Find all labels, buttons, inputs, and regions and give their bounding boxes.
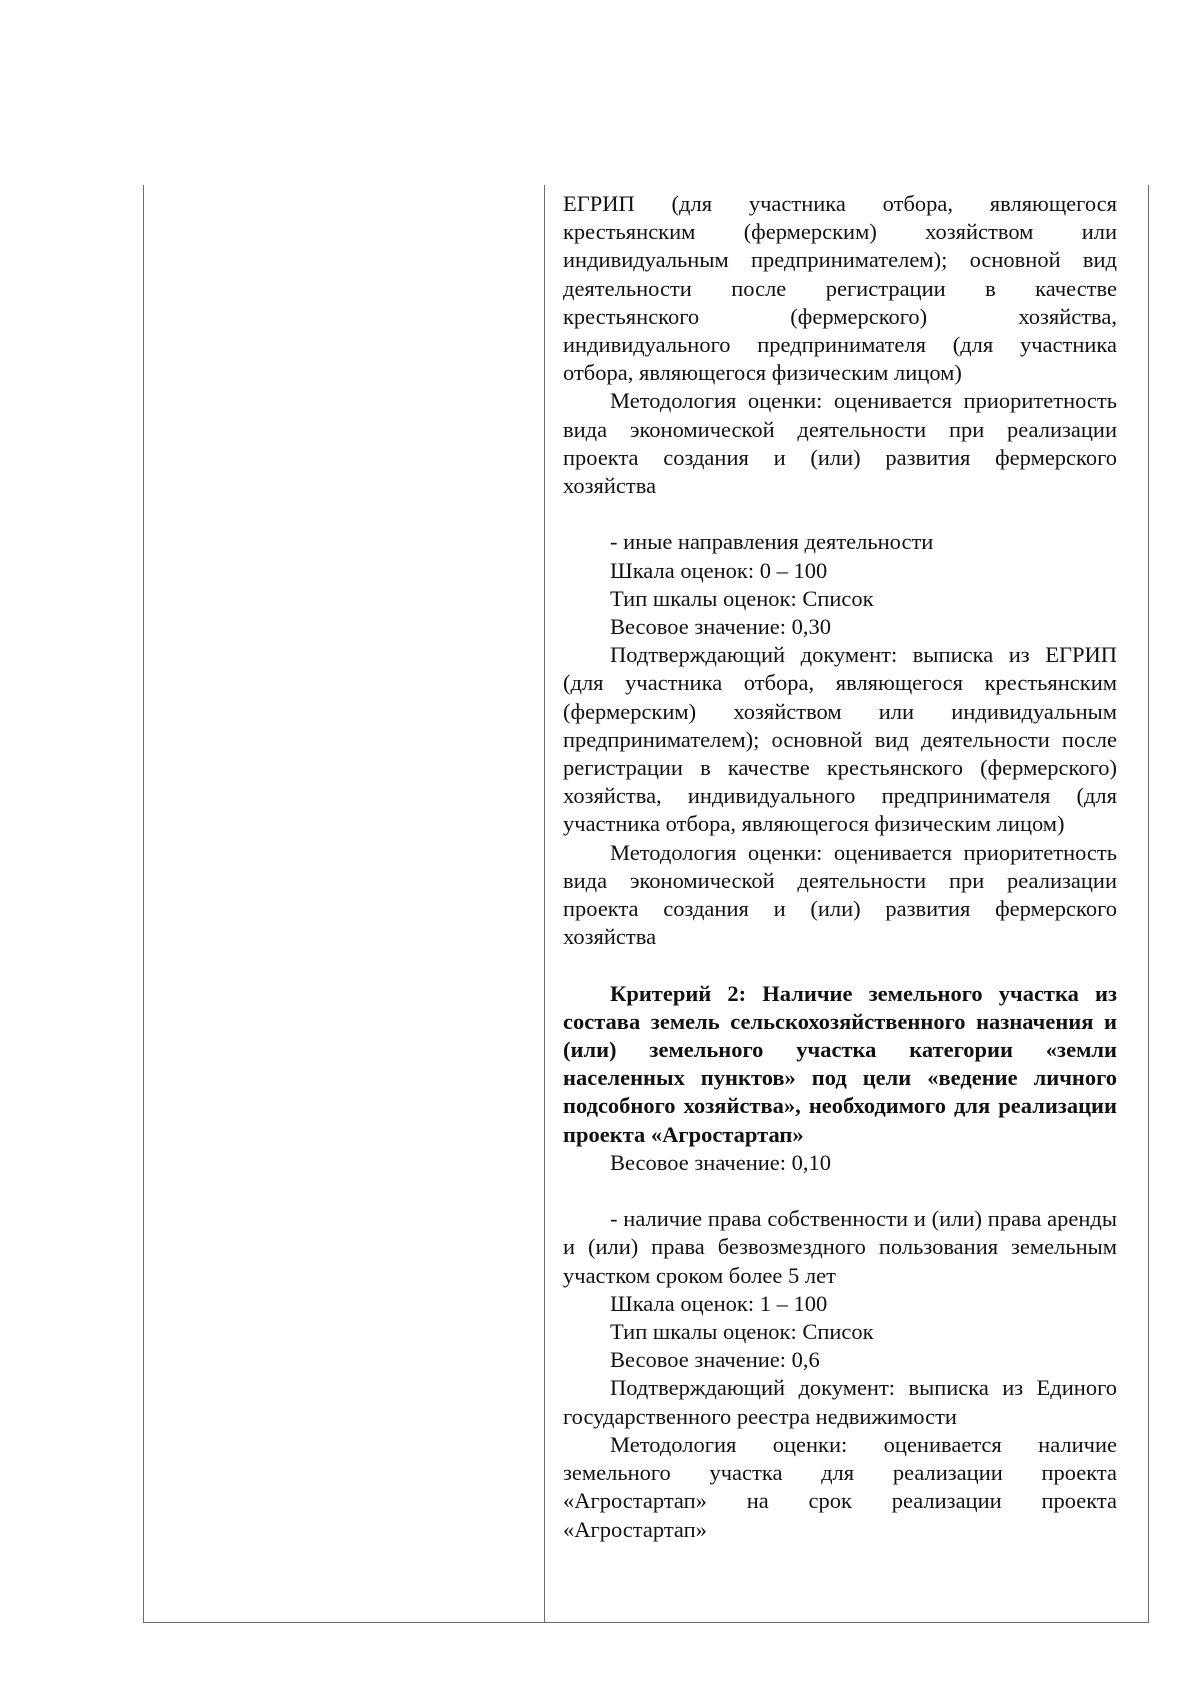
- paragraph-land-rights: - наличие права собственности и (или) права аренды и (или) права безвозмездного пользования земельным участком сроком более 5 лет: [563, 1206, 1117, 1288]
- paragraph-spacer: [563, 500, 1117, 528]
- paragraph-confirming-document-1: Подтверждающий документ: выписка из ЕГРИП (для участника отбора, являющегося крестьянским (фермерским) хозяйством или индивидуальным предпринимателем); основной вид деятельности после регистрации в качестве крестьянского (фермерского) хозяйства, индивидуального предпринимателя (для участника отбора, являющегося физическим лицом): [563, 642, 1117, 837]
- paragraph-spacer: [563, 951, 1117, 979]
- paragraph-confirming-document-2: Подтверждающий документ: выписка из Единого государственного реестра недвижимости: [563, 1375, 1117, 1429]
- paragraph-spacer: [563, 1177, 1117, 1205]
- paragraph-weight-1: Весовое значение: 0,30: [610, 614, 832, 640]
- paragraph-scale-type-2: Тип шкалы оценок: Список: [610, 1319, 874, 1345]
- paragraph-criterion-2-heading: Критерий 2: Наличие земельного участка из состава земель сельскохозяйственного назначения и (или) земельного участка категории «земли населенных пунктов» под цели «ведение личного подсобного хозяйства», необходимого для реализации проекта «Агростартап»: [563, 980, 1117, 1147]
- paragraph-scale-type-1: Тип шкалы оценок: Список: [610, 585, 874, 611]
- paragraph-other-activities: - иные направления деятельности: [610, 529, 934, 555]
- paragraph-methodology-2: Методология оценки: оценивается приоритетность вида экономической деятельности при реализации проекта создания и (или) развития фермерского хозяйства: [563, 839, 1117, 950]
- paragraph-score-scale-2: Шкала оценок: 1 – 100: [610, 1290, 828, 1316]
- paragraph-score-scale-1: Шкала оценок: 0 – 100: [610, 557, 828, 583]
- table-column-divider: [544, 185, 545, 1623]
- criteria-table-cell: [563, 190, 1117, 1544]
- paragraph-weight-criterion-2: Весовое значение: 0,10: [610, 1149, 832, 1175]
- paragraph-methodology-3: Методология оценки: оценивается наличие земельного участка для реализации проекта «Агростартап» на срок реализации проекта «Агростартап»: [563, 1431, 1117, 1542]
- paragraph-egrip-continuation: ЕГРИП (для участника отбора, являющегося крестьянским (фермерским) хозяйством или индивидуальным предпринимателем); основной вид деятельности после регистрации в качестве крестьянского (фермерского) хозяйства, индивидуального предпринимателя (для участника отбора, являющегося физическим лицом): [563, 191, 1117, 386]
- paragraph-weight-2: Весовое значение: 0,6: [610, 1347, 820, 1373]
- paragraph-methodology-1: Методология оценки: оценивается приоритетность вида экономической деятельности при реализации проекта создания и (или) развития фермерского хозяйства: [563, 388, 1117, 499]
